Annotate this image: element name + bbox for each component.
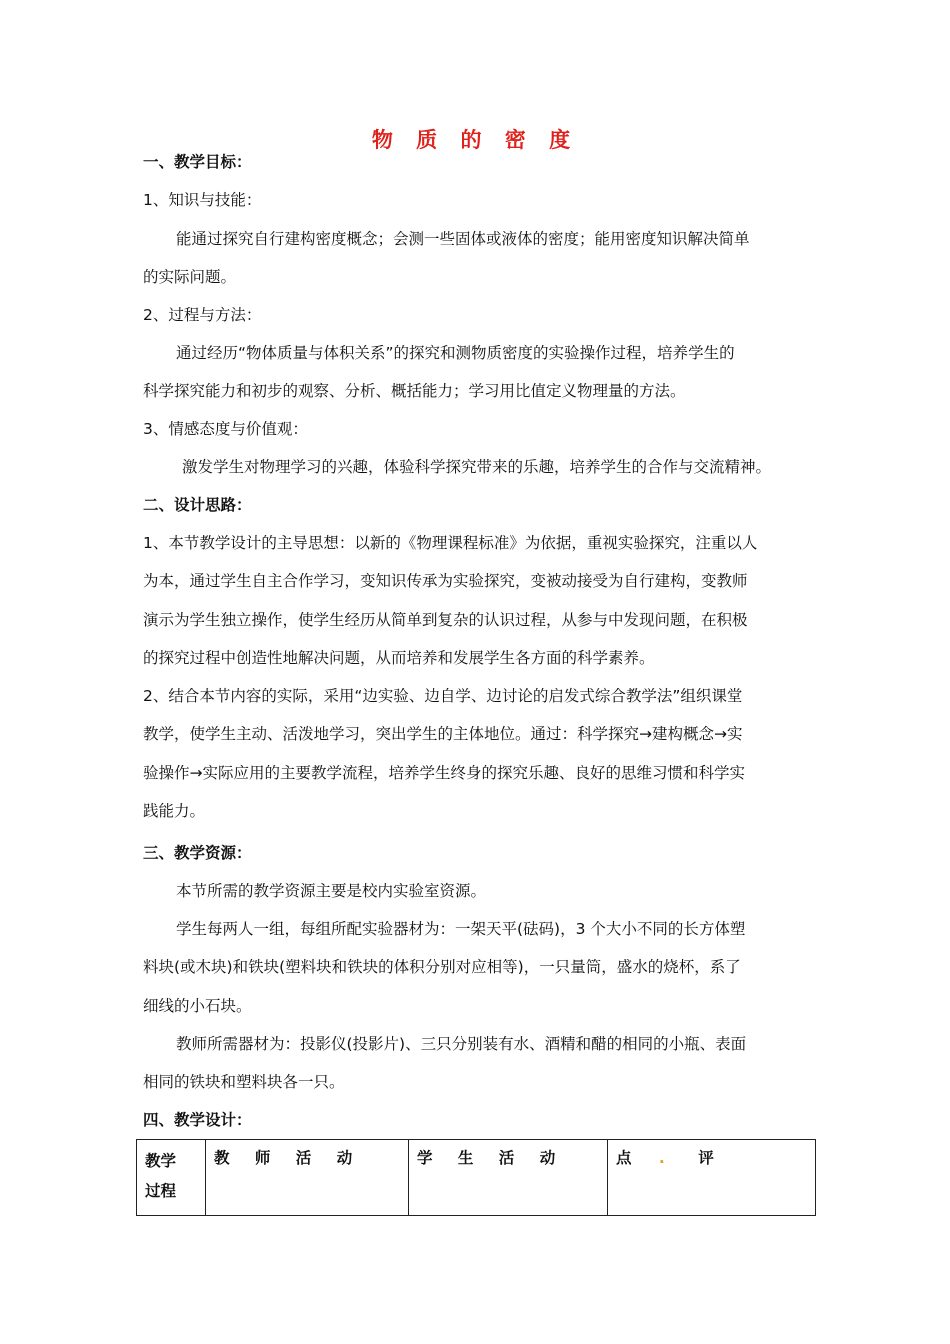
paragraph-line: 的实际问题。 [143,268,237,286]
header-text: 点 [616,1149,632,1167]
header-text: 过程 [145,1182,177,1200]
paragraph-line: 能通过探究自行建构密度概念；会测一些固体或液体的密度；能用密度知识解决简单 [176,230,750,248]
paragraph-line: 细线的小石块。 [143,997,252,1015]
table-row [137,1140,816,1216]
paragraph-line: 践能力。 [143,802,206,820]
paragraph-line: 教学，使学生主动、活泼地学习，突出学生的主体地位。通过：科学探究→建构概念→实 [143,725,743,743]
subheading-knowledge: 1、知识与技能： [143,191,262,209]
table-header-comment [608,1140,816,1216]
section-heading-resources: 三、教学资源： [143,844,252,862]
section-heading-design-ideas: 二、设计思路： [143,496,252,514]
table-header-student [409,1140,608,1216]
header-text: 评 [698,1149,714,1167]
paragraph-line: 激发学生对物理学习的兴趣，体验科学探究带来的乐趣，培养学生的合作与交流精神。 [182,458,772,476]
paragraph-line: 通过经历“物体质量与体积关系”的探究和测物质密度的实验操作过程，培养学生的 [176,344,735,362]
paragraph-line: 科学探究能力和初步的观察、分析、概括能力；学习用比值定义物理量的方法。 [143,382,686,400]
subheading-process: 2、过程与方法： [143,306,262,324]
paragraph-line: 为本，通过学生自主合作学习，变知识传承为实验探究，变被动接受为自行建构，变教师 [143,572,748,590]
teaching-design-table [136,1139,816,1216]
paragraph-line: 1、本节教学设计的主导思想：以新的《物理课程标准》为依据，重视实验探究，注重以人 [143,534,758,552]
table-header-teacher [206,1140,409,1216]
section-heading-teaching-design: 四、教学设计： [143,1111,252,1129]
header-text: 学 生 活 动 [417,1149,566,1167]
paragraph-line: 料块(或木块)和铁块(塑料块和铁块的体积分别对应相等)，一只量筒，盛水的烧杯，系了 [143,958,741,976]
dot-mark: . [658,1149,665,1167]
table-header-process [137,1140,206,1216]
paragraph-line: 学生每两人一组，每组所配实验器材为：一架天平(砝码)，3 个大小不同的长方体塑 [176,920,746,938]
header-text: 教 师 活 动 [214,1149,363,1167]
paragraph-line: 演示为学生独立操作，使学生经历从简单到复杂的认识过程，从参与中发现问题，在积极 [143,611,748,629]
paragraph-line: 2、结合本节内容的实际，采用“边实验、边自学、边讨论的启发式综合教学法”组织课堂 [143,687,743,705]
subheading-attitude: 3、情感态度与价值观： [143,420,308,438]
paragraph-line: 教师所需器材为：投影仪(投影片)、三只分别装有水、酒精和醋的相同的小瓶、表面 [176,1035,747,1053]
paragraph-line: 验操作→实际应用的主要教学流程，培养学生终身的探究乐趣、良好的思维习惯和科学实 [143,764,745,782]
paragraph-line: 本节所需的教学资源主要是校内实验室资源。 [176,882,487,900]
header-text: 教学 [145,1152,177,1170]
page-title: 物 质 的 密 度 [371,128,579,152]
section-heading-goals: 一、教学目标： [143,153,252,171]
paragraph-line: 相同的铁块和塑料块各一只。 [143,1073,345,1091]
paragraph-line: 的探究过程中创造性地解决问题，从而培养和发展学生各方面的科学素养。 [143,649,655,667]
